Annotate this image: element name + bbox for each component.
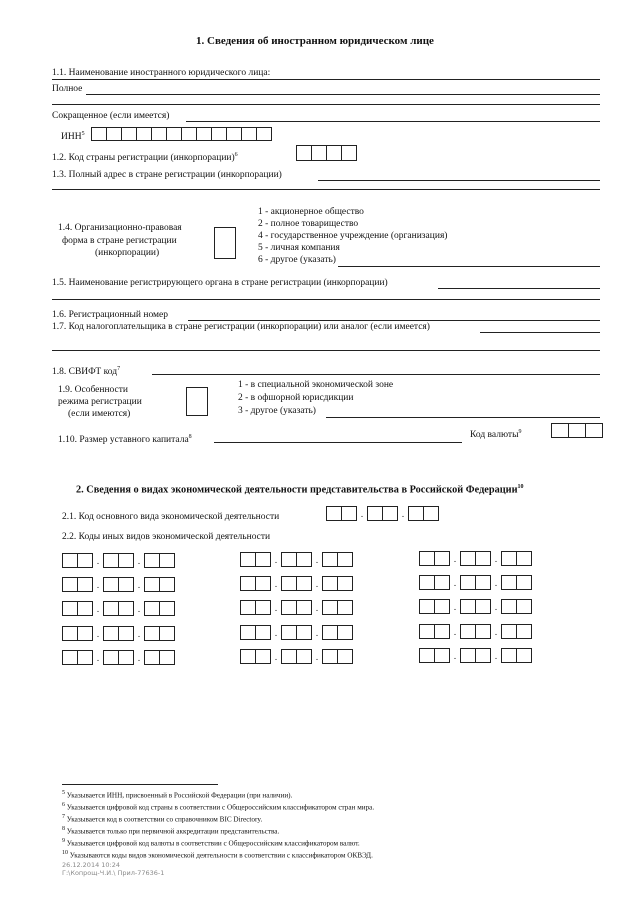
footnote-5: $^5$ Указывается ИНН, присвоенный в Российской Федерации (при наличии). [62, 790, 293, 800]
country-code-input[interactable] [296, 145, 357, 161]
org-form-option-5: 5 - личная компания [258, 243, 340, 253]
field-1-4-label-1: 1.4. Организационно-правовая [58, 223, 182, 233]
org-form-option-1: 1 - акционерное общество [258, 207, 364, 217]
field-1-2-label: 1.2. Код страны регистрации (инкорпорации)$^6$ [52, 152, 238, 164]
reg-regime-option-1: 1 - в специальной экономической зоне [238, 380, 394, 390]
field-1-5-label: 1.5. Наименование регистрирующего органа в стране регистрации (инкорпорации) [52, 278, 388, 288]
tax-code-field[interactable] [480, 332, 600, 333]
field-1-6-label: 1.6. Регистрационный номер [52, 310, 168, 320]
field-1-9-label-1: 1.9. Особенности [58, 385, 128, 395]
address-field-line2[interactable] [52, 189, 600, 190]
field-1-4-label-3: (инкорпорации) [95, 248, 160, 258]
activity-code-3-3[interactable]: . . [419, 599, 532, 614]
reg-regime-code-box[interactable] [186, 387, 208, 416]
name-extra-line [52, 79, 600, 80]
field-1-1-label: 1.1. Наименование иностранного юридического лица: [52, 68, 271, 78]
reg-regime-option-2: 2 - в офшорной юрисдикции [238, 393, 354, 403]
footnote-10: $^{10}$ Указываются коды видов экономической деятельности в соответствии с классификатором ОКВЭД. [62, 850, 373, 860]
footnote-9: $^9$ Указывается цифровой код валюты в соответствии с Общероссийским классификатором валют. [62, 838, 360, 848]
activity-code-1-4[interactable]: . . [62, 626, 175, 641]
print-stamp: 26.12.2014 10:24 Г:\Копрощ-Ч.И.\ Прил-77636-1 [62, 861, 165, 877]
activity-code-3-5[interactable]: . . [419, 648, 532, 663]
reg-authority-field-line2[interactable] [52, 299, 600, 300]
footnote-separator [62, 784, 218, 785]
org-form-option-4: 4 - государственное учреждение (организация) [258, 231, 448, 241]
swift-field[interactable] [152, 374, 600, 375]
activity-code-2-3[interactable]: . . [240, 600, 353, 615]
field-1-9-label-2: режима регистрации [58, 397, 142, 407]
footnote-6: $^6$ Указывается цифровой код страны в соответствии с Общероссийским классификатором стран мира. [62, 802, 375, 812]
full-name-field[interactable] [86, 94, 600, 95]
field-1-10-label: 1.10. Размер уставного капитала$^8$ [58, 434, 192, 446]
inn-label: ИНН$^5$ [61, 131, 85, 143]
tax-code-field-line2[interactable] [52, 350, 600, 351]
activity-code-1-3[interactable]: . . [62, 601, 175, 616]
section2-title: 2. Сведения о видах экономической деятельности представительства в Российской Федерации$^{10}$ [76, 484, 524, 496]
address-field[interactable] [318, 180, 600, 181]
org-form-option-6: 6 - другое (указать) [258, 255, 336, 265]
field-1-7-label: 1.7. Код налогоплательщика в стране регистрации (инкорпорации) или аналог (если имеется) [52, 322, 430, 332]
footnote-7: $^7$ Указывается код в соответствии со справочником BIC Directory. [62, 814, 263, 824]
activity-code-2-2[interactable]: . . [240, 576, 353, 591]
activity-code-3-2[interactable]: . . [419, 575, 532, 590]
short-name-field[interactable] [186, 121, 600, 122]
org-form-code-box[interactable] [214, 227, 236, 259]
activity-code-1-2[interactable]: . . [62, 577, 175, 592]
field-1-9-label-3: (если имеются) [68, 409, 131, 419]
activity-code-3-4[interactable]: . . [419, 624, 532, 639]
reg-regime-option-3: 3 - другое (указать) [238, 406, 316, 416]
org-form-option-2: 2 - полное товарищество [258, 219, 359, 229]
activity-code-1-5[interactable]: . . [62, 650, 175, 665]
capital-field[interactable] [214, 442, 462, 443]
reg-regime-other-field[interactable] [326, 417, 600, 418]
field-1-3-label: 1.3. Полный адрес в стране регистрации (инкорпорации) [52, 170, 282, 180]
field-1-4-label-2: форма в стране регистрации [62, 236, 177, 246]
activity-code-3-1[interactable]: . . [419, 551, 532, 566]
field-2-2-label: 2.2. Коды иных видов экономической деятельности [62, 532, 271, 542]
reg-authority-field[interactable] [438, 288, 600, 289]
activity-code-2-1[interactable]: . . [240, 552, 353, 567]
short-name-label: Сокращенное (если имеется) [52, 111, 170, 121]
footnote-8: $^8$ Указывается только при первичной аккредитации представительства. [62, 826, 280, 836]
field-1-8-label: 1.8. СВИФТ код$^7$ [52, 366, 121, 378]
field-2-1-label: 2.1. Код основного вида экономической деятельности [62, 512, 280, 522]
currency-code-label: Код валюты$^9$ [470, 429, 522, 441]
section1-title: 1. Сведения об иностранном юридическом лице [196, 35, 434, 47]
currency-code-input[interactable] [551, 423, 603, 438]
activity-code-2-4[interactable]: . . [240, 625, 353, 640]
reg-number-field[interactable] [188, 320, 600, 321]
full-name-field-line2[interactable] [52, 104, 600, 105]
full-name-label: Полное [52, 84, 83, 94]
inn-input[interactable] [91, 127, 272, 141]
org-form-other-field[interactable] [338, 266, 600, 267]
main-activity-code[interactable]: . . [326, 506, 439, 521]
activity-code-1-1[interactable]: . . [62, 553, 175, 568]
activity-code-2-5[interactable]: . . [240, 649, 353, 664]
